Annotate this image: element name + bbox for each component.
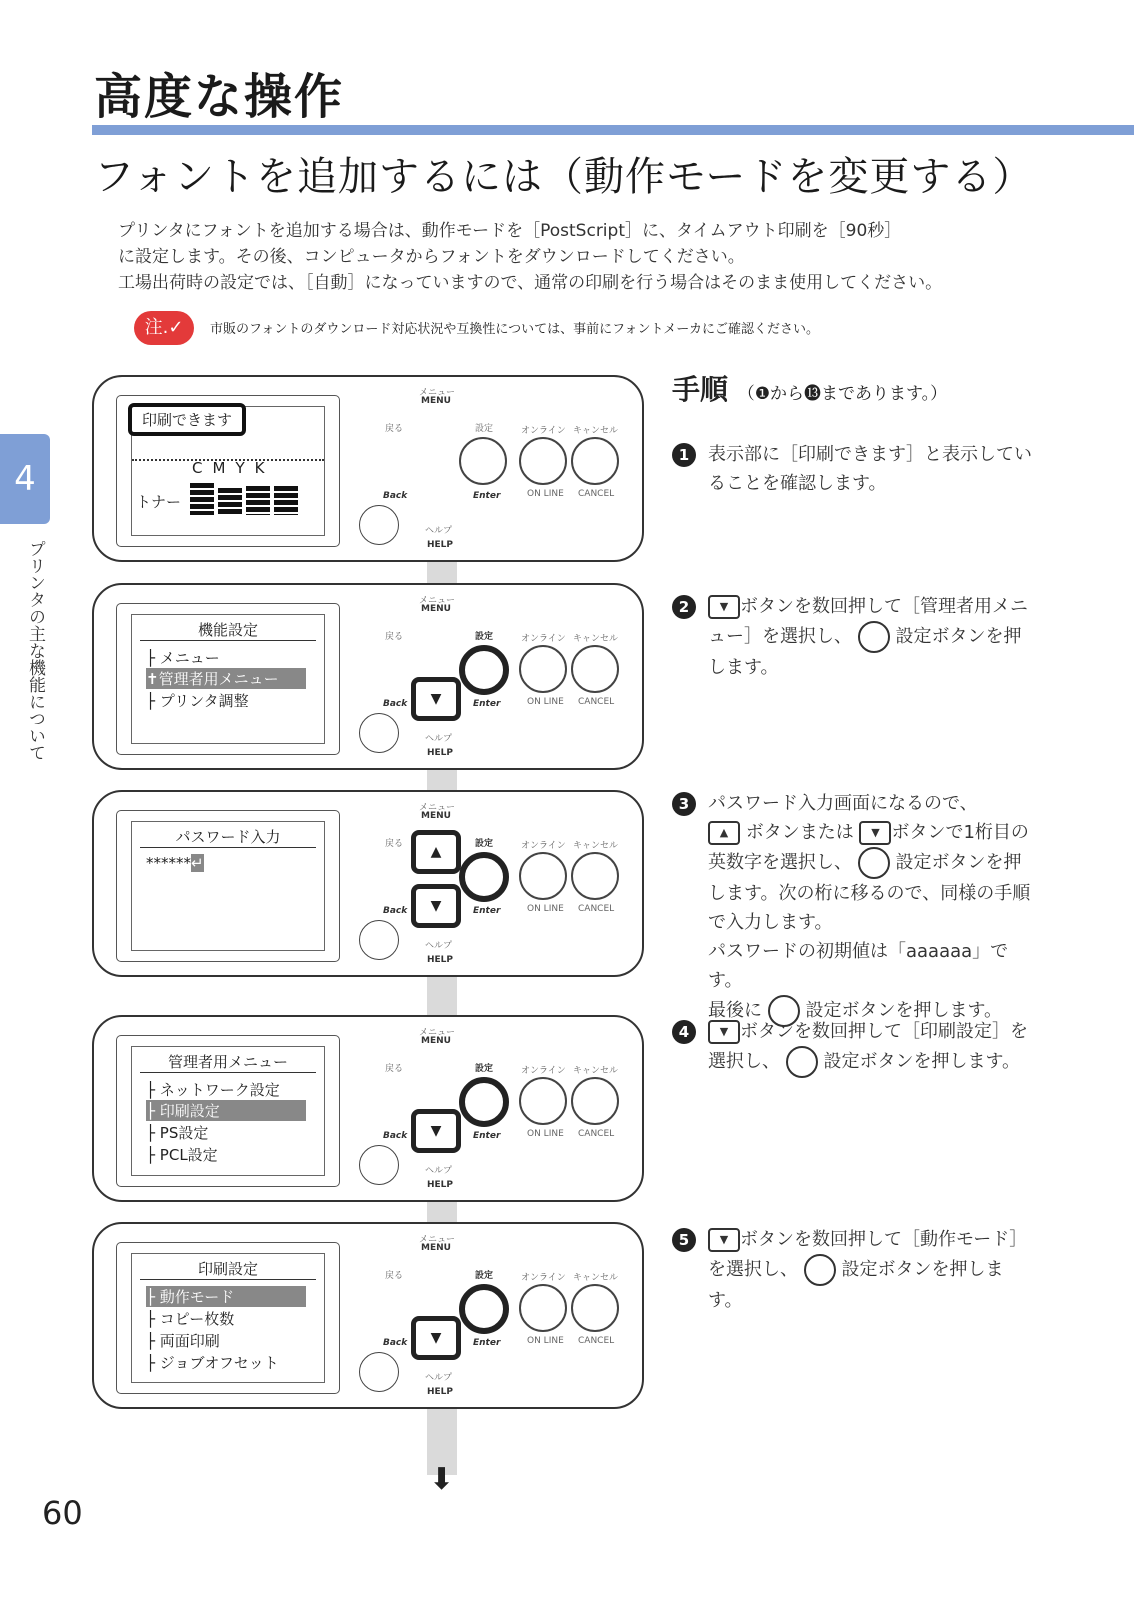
help-button[interactable]: [359, 920, 399, 960]
password-value: [146, 854, 204, 872]
enter-label: Enter: [473, 699, 501, 709]
chapter-title: 高度な操作: [94, 69, 345, 125]
help-button[interactable]: [359, 1352, 399, 1392]
set-label: 設定: [475, 424, 494, 434]
cancel-label: キャンセル: [573, 634, 619, 644]
online-button[interactable]: [519, 645, 567, 693]
menu-item-selected: ├ 動作モード: [146, 1286, 306, 1307]
menu-label: メニュー: [419, 803, 456, 813]
online-label: オンライン: [521, 426, 566, 436]
toner-color-y: Y: [235, 459, 255, 477]
chapter-tab: 4: [0, 434, 50, 524]
menu-item: ├ PCL設定: [146, 1146, 218, 1164]
intro-text: [118, 218, 1038, 296]
back-label-en: Back: [383, 1338, 408, 1348]
online-button[interactable]: [519, 1077, 567, 1125]
chapter-label: プリンタの主な機能について: [25, 540, 45, 761]
note-badge: 注.✓: [134, 311, 194, 345]
step-text: 表示部に［印刷できます］と表示していることを確認します。: [708, 444, 1032, 494]
control-panel-2: [92, 583, 644, 770]
button-cluster: [359, 585, 642, 768]
step-1: [672, 440, 1032, 498]
lcd-title: 管理者用メニュー: [140, 1051, 316, 1073]
control-panel-1: [92, 375, 644, 562]
back-label-en: Back: [383, 906, 408, 916]
down-key-icon: ▼: [708, 1228, 740, 1252]
cancel-label: キャンセル: [573, 1066, 619, 1076]
set-button-icon: [858, 847, 890, 879]
lcd-title: パスワード入力: [140, 826, 316, 848]
help-label-en: HELP: [427, 955, 454, 965]
cancel-label-en: CANCEL: [578, 1336, 615, 1346]
cancel-label: キャンセル: [573, 841, 619, 851]
step-text-d: 設定ボタンを押します。次の桁に移るので、同様の手順で入力します。: [708, 852, 1031, 933]
down-button[interactable]: ▼: [411, 677, 461, 721]
menu-item: ├ ネットワーク設定: [146, 1081, 280, 1099]
back-label: 戻る: [385, 839, 404, 849]
toner-color-m: M: [212, 459, 236, 477]
set-button-icon: [804, 1254, 836, 1286]
step-4: [672, 1017, 1032, 1078]
toner-bar-k: [274, 486, 298, 515]
cancel-button[interactable]: [571, 1284, 619, 1332]
toner-colors: [192, 459, 274, 477]
control-panel-3: [92, 790, 644, 977]
lcd-display: [116, 810, 340, 962]
lcd-display: [116, 1242, 340, 1394]
help-label: ヘルプ: [425, 941, 453, 951]
online-label: オンライン: [521, 1066, 566, 1076]
lcd-screen: [131, 614, 325, 744]
help-label-en: HELP: [427, 1180, 454, 1190]
online-label-en: ON LINE: [527, 904, 564, 914]
lcd-display: [116, 1035, 340, 1187]
online-label-en: ON LINE: [527, 489, 564, 499]
set-button[interactable]: [459, 1284, 509, 1334]
toner-color-c: C: [192, 459, 213, 477]
help-label: ヘルプ: [425, 1373, 453, 1383]
lcd-status: 印刷できます: [128, 403, 246, 436]
cancel-button[interactable]: [571, 1077, 619, 1125]
control-panel-4: [92, 1015, 644, 1202]
set-label: 設定: [475, 839, 494, 849]
set-label: 設定: [475, 1064, 494, 1074]
online-button[interactable]: [519, 1284, 567, 1332]
cancel-label-en: CANCEL: [578, 904, 615, 914]
back-label-en: Back: [383, 1131, 408, 1141]
online-label-en: ON LINE: [527, 1336, 564, 1346]
set-label: 設定: [475, 632, 494, 642]
toner-bar-m: [218, 488, 242, 515]
cancel-label-en: CANCEL: [578, 1129, 615, 1139]
menu-label: メニュー: [419, 388, 456, 398]
set-button[interactable]: [459, 437, 507, 485]
password-mask: ******: [146, 854, 191, 872]
cancel-label-en: CANCEL: [578, 489, 615, 499]
intro-line: 工場出荷時の設定では、［自動］になっていますので、通常の印刷を行う場合はそのまま使用してください。: [118, 273, 943, 293]
step-number: 4: [672, 1020, 696, 1044]
intro-line: に設定します。その後、コンピュータからフォントをダウンロードしてください。: [118, 247, 745, 267]
lcd-screen: [131, 1253, 325, 1383]
menu-item: ├ PS設定: [146, 1124, 209, 1142]
down-key-icon: ▼: [859, 821, 891, 845]
step-number: 3: [672, 792, 696, 816]
menu-item: ├ ジョブオフセット: [146, 1354, 279, 1372]
step-text: [708, 1017, 1032, 1078]
down-button[interactable]: ▼: [411, 1109, 461, 1153]
page-number: 60: [42, 1494, 83, 1532]
down-button[interactable]: ▼: [411, 1316, 461, 1360]
lcd-screen: [131, 821, 325, 951]
help-label: ヘルプ: [425, 526, 453, 536]
help-label: ヘルプ: [425, 1166, 453, 1176]
cancel-label: キャンセル: [573, 1273, 619, 1283]
menu-item: ├ メニュー: [146, 649, 220, 667]
cancel-button[interactable]: [571, 645, 619, 693]
step-text-f: 最後に: [708, 1000, 762, 1021]
step-number: 2: [672, 595, 696, 619]
lcd-title: 印刷設定: [140, 1258, 316, 1280]
menu-item-selected: ✝管理者用メニュー: [146, 668, 306, 689]
step-text-a: ボタンを数回押して［動作モード］を選択し、: [708, 1229, 1028, 1280]
menu-label: メニュー: [419, 1028, 456, 1038]
set-button[interactable]: [459, 852, 509, 902]
toner-label: トナー: [136, 493, 182, 511]
step-text-b: ボタンまたは: [745, 822, 854, 843]
menu-item: ├ コピー枚数: [146, 1310, 235, 1328]
step-text: [708, 1225, 1032, 1315]
step-text-b: 設定ボタンを押します。: [708, 1259, 1004, 1311]
lcd-display: [116, 603, 340, 755]
help-button[interactable]: [359, 713, 399, 753]
section-title: フォントを追加するには（動作モードを変更する）: [94, 154, 1034, 200]
steps-heading-title: 手順: [672, 373, 729, 406]
step-2: [672, 592, 1032, 682]
back-label: 戻る: [385, 1064, 404, 1074]
note-text: 市販のフォントのダウンロード対応状況や互換性については、事前にフォントメーカにご確認ください。: [210, 322, 820, 337]
back-label: 戻る: [385, 424, 404, 434]
online-button[interactable]: [519, 437, 567, 485]
step-text: [708, 789, 1032, 1027]
menu-label-en: MENU: [421, 604, 451, 614]
up-button[interactable]: ▲: [411, 830, 461, 874]
lcd-screen: [131, 406, 325, 536]
step-text-a: ボタンを数回押して［印刷設定］を選択し、: [708, 1021, 1028, 1072]
button-cluster: [359, 377, 642, 560]
menu-label-en: MENU: [421, 1036, 451, 1046]
step-text-b: 設定ボタンを押します。: [708, 626, 1022, 678]
cancel-button[interactable]: [571, 437, 619, 485]
step-text-b: 設定ボタンを押します。: [823, 1051, 1021, 1072]
help-button[interactable]: [359, 505, 399, 545]
help-label: ヘルプ: [425, 734, 453, 744]
online-label-en: ON LINE: [527, 697, 564, 707]
step-number: 5: [672, 1228, 696, 1252]
cancel-label-en: CANCEL: [578, 697, 615, 707]
toner-bar-y: [246, 486, 270, 515]
online-label: オンライン: [521, 841, 566, 851]
down-button[interactable]: ▼: [411, 884, 461, 928]
down-arrow-icon: ⬇: [429, 1462, 455, 1497]
back-label-en: Back: [383, 699, 408, 709]
lcd-display: [116, 395, 340, 547]
menu-label-en: MENU: [421, 1243, 451, 1253]
step-text-g: 設定ボタンを押します。: [805, 1000, 1003, 1021]
header-rule: [92, 125, 1134, 135]
help-label-en: HELP: [427, 748, 454, 758]
intro-line: プリンタにフォントを追加する場合は、動作モードを［PostScript］に、タイムアウト印刷を［90秒］: [118, 221, 902, 241]
back-label: 戻る: [385, 1271, 404, 1281]
help-label-en: HELP: [427, 540, 454, 550]
back-label: 戻る: [385, 632, 404, 642]
online-label: オンライン: [521, 634, 566, 644]
enter-label: Enter: [473, 1131, 501, 1141]
step-3: [672, 789, 1032, 1027]
set-button[interactable]: [459, 645, 509, 695]
step-number: 1: [672, 443, 696, 467]
set-button-icon: [786, 1046, 818, 1078]
down-key-icon: ▼: [708, 1020, 740, 1044]
toner-bar-c: [190, 483, 214, 515]
help-label-en: HELP: [427, 1387, 454, 1397]
step-text-a: パスワード入力画面になるので、: [708, 793, 978, 814]
online-button[interactable]: [519, 852, 567, 900]
button-cluster: [359, 1224, 642, 1407]
steps-heading-note: （❶から⓭まであります。）: [737, 384, 948, 404]
help-button[interactable]: [359, 1145, 399, 1185]
toner-color-k: K: [254, 459, 275, 477]
button-cluster: [359, 792, 642, 975]
cursor-icon: ↵: [191, 854, 204, 872]
menu-item: ├ 両面印刷: [146, 1332, 220, 1350]
menu-label: メニュー: [419, 596, 456, 606]
enter-label: Enter: [473, 1338, 501, 1348]
menu-item: ├ プリンタ調整: [146, 692, 249, 710]
cancel-label: キャンセル: [573, 426, 619, 436]
set-button-icon: [858, 621, 890, 653]
lcd-screen: [131, 1046, 325, 1176]
step-text-c: ボタンで1桁目の英数字を選択し、: [708, 822, 1029, 873]
enter-label: Enter: [473, 906, 501, 916]
set-label: 設定: [475, 1271, 494, 1281]
lcd-title: 機能設定: [140, 619, 316, 641]
up-key-icon: ▲: [708, 821, 740, 845]
button-cluster: [359, 1017, 642, 1200]
menu-item-selected: ├ 印刷設定: [146, 1100, 306, 1121]
back-label-en: Back: [383, 491, 408, 501]
step-text: [708, 592, 1032, 682]
step-text-a: ボタンを数回押して［管理者用メニュー］を選択し、: [708, 596, 1028, 647]
online-label-en: ON LINE: [527, 1129, 564, 1139]
steps-heading: [672, 368, 947, 408]
enter-label: Enter: [473, 491, 501, 501]
control-panel-5: [92, 1222, 644, 1409]
menu-label-en: MENU: [421, 811, 451, 821]
cancel-button[interactable]: [571, 852, 619, 900]
set-button[interactable]: [459, 1077, 509, 1127]
menu-label-en: MENU: [421, 396, 451, 406]
down-key-icon: ▼: [708, 595, 740, 619]
online-label: オンライン: [521, 1273, 566, 1283]
menu-label: メニュー: [419, 1235, 456, 1245]
step-5: [672, 1225, 1032, 1315]
step-text-e: パスワードの初期値は「aaaaaa」です。: [708, 941, 1009, 991]
